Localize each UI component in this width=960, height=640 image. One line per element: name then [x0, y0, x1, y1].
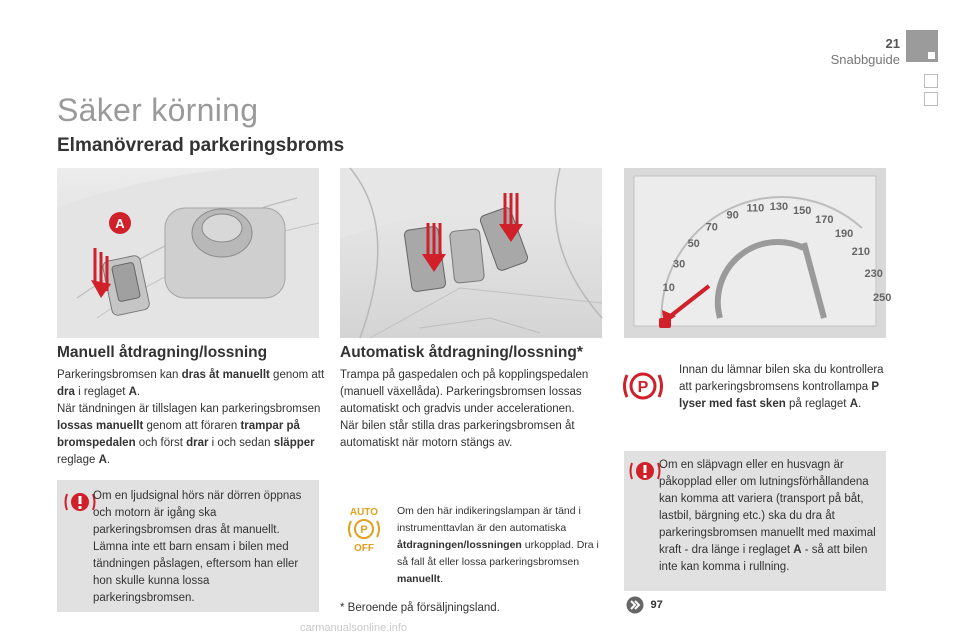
switch-label: A — [115, 216, 125, 231]
trailer-warning-box — [624, 451, 886, 591]
automatic-heading: Automatisk åtdragning/lossning* — [340, 344, 583, 361]
speedometer-tick-label: 150 — [793, 204, 812, 217]
speedometer-tick-label: 50 — [687, 238, 700, 251]
manual-paragraph-1: Parkeringsbromsen kan dras åt manuellt genom att dra i reglaget A. — [57, 369, 325, 398]
speedometer-image — [624, 168, 892, 338]
chevrons-right-icon — [626, 596, 644, 614]
parking-brake-switch-image — [57, 168, 319, 338]
parking-brake-p-icon — [622, 368, 664, 404]
manual-warning-box — [57, 480, 319, 612]
manual-heading: Manuell åtdragning/lossning — [57, 344, 268, 361]
speedometer-tick-label: 110 — [746, 202, 765, 215]
automatic-paragraph-2: När bilen står stilla dras parkeringsbromsen åt automatiskt när motorn stängs av. — [340, 420, 575, 449]
manual-paragraph-2: När tändningen är tillslagen kan parkeringsbromsen lossas manuellt genom att föraren trampar på bromspedalen och först drar i och sedan släpper reglage A. — [57, 403, 321, 466]
speedometer-tick-label: 170 — [815, 213, 834, 226]
svg-text:P: P — [360, 524, 368, 536]
speedometer-tick-label: 250 — [873, 292, 892, 305]
auto-lamp-note: Om den här indikeringslampan är tänd i instrumenttavlan är den automatiska åtdragningen/lossningen urkopplad. Dra i så fall åt eller lossa parkeringsbromsen manuellt. — [397, 505, 599, 585]
automatic-text — [340, 367, 602, 452]
speedometer-tick-label: 210 — [851, 246, 870, 259]
speedometer-tick-label: 90 — [726, 209, 739, 222]
p-lamp-note: Innan du lämnar bilen ska du kontrollera att parkeringsbromsens kontrollampa P lyser med fast sken på reglaget A. — [679, 364, 884, 410]
section-name: Snabbguide — [830, 52, 900, 67]
chapter-tab-active[interactable] — [906, 30, 938, 62]
manual-text — [57, 367, 325, 469]
speedometer-tick-label: 10 — [662, 281, 675, 294]
svg-text:AUTO: AUTO — [349, 507, 379, 518]
speedometer-tick-label: 70 — [705, 221, 718, 234]
speedometer-tick-label: 130 — [769, 200, 789, 213]
chapter-tab[interactable] — [924, 92, 938, 106]
speedometer-tick-label: 190 — [834, 227, 854, 240]
footnote: * Beroende på försäljningsland. — [340, 602, 500, 614]
warning-icon — [65, 488, 95, 516]
page-reference-link[interactable] — [626, 596, 663, 614]
speedometer-tick-label: 30 — [672, 258, 686, 271]
svg-text:P: P — [637, 379, 649, 396]
page-reference-number: 97 — [650, 599, 663, 611]
trailer-warning-text: Om en släpvagn eller en husvagn är påkopplad eller om lutningsförhållandena kan komma att variera (transport på båt, lastbil, bärgning etc.) ska du dra åt parkeringsbromsen manuellt med maximal kraft - dra länge i reglaget A - så att bilen inte kan komma i rullning. — [659, 459, 876, 573]
warning-icon — [630, 457, 660, 485]
pedals-image — [340, 168, 602, 338]
automatic-paragraph-1: Trampa på gaspedalen och på kopplingspedalen (manuell växellåda). Parkeringsbromsen lossas automatiskt och gradvis under accelerationen. — [340, 369, 589, 415]
page-subtitle: Elmanövrerad parkeringsbroms — [57, 135, 345, 156]
page-title: Säker körning — [57, 92, 259, 128]
manual-warning-text: Om en ljudsignal hörs när dörren öppnas och motorn är igång ska parkeringsbromsen dras åt manuellt. Lämna inte ett barn ensam i bilen med tändningen påslagen, eftersom han eller hon skulle kunna lossa parkeringsbromsen. — [93, 490, 302, 604]
page-number: 21 — [885, 36, 900, 51]
chapter-tab[interactable] — [924, 74, 938, 88]
auto-off-indicator-icon — [344, 505, 384, 553]
watermark: carmanualsonline.info — [300, 622, 408, 634]
svg-text:OFF: OFF — [354, 543, 374, 554]
speedometer-tick-label: 230 — [864, 267, 883, 280]
